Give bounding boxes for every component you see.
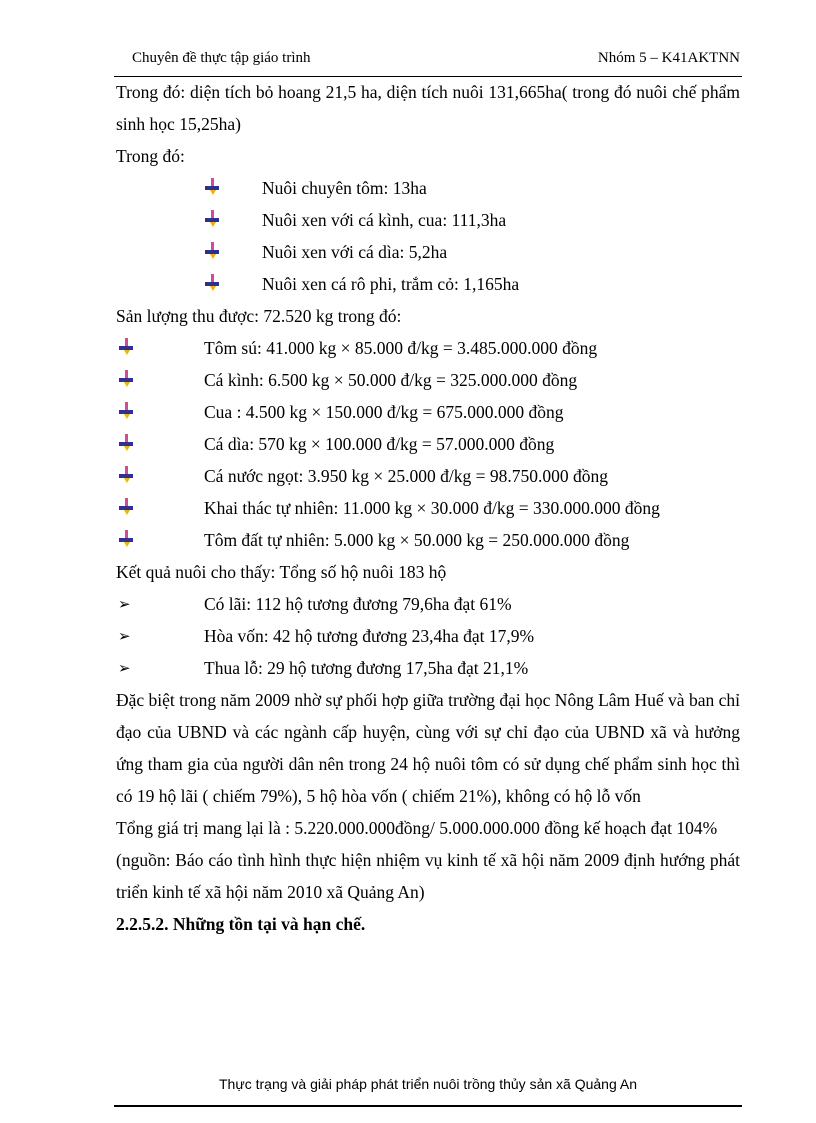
list-item <box>116 460 740 492</box>
list-item-text: Nuôi xen cá rô phi, trắm cỏ: 1,165ha <box>262 274 520 294</box>
list-item-text: Cá nước ngọt: 3.950 kg × 25.000 đ/kg = 98.750.000 đồng <box>204 466 609 486</box>
list-item-text: Cá dìa: 570 kg × 100.000 đ/kg = 57.000.000 đồng <box>204 434 555 454</box>
paragraph-total-value: Tổng giá trị mang lại là : 5.220.000.000đồng/ 5.000.000.000 đồng kế hoạch đạt 104% <box>116 818 718 838</box>
list-item <box>116 524 740 556</box>
bullet-arrow-icon <box>118 492 136 524</box>
list-item-text: Cá kình: 6.500 kg × 50.000 đ/kg = 325.000.000 đồng <box>204 370 578 390</box>
chevron-right-icon: ➢ <box>118 627 131 645</box>
bullet-arrow-icon <box>118 460 136 492</box>
list-item <box>116 588 740 620</box>
footer-title: Thực trạng và giải pháp phát triển nuôi trồng thủy sản xã Quảng An <box>219 1076 637 1092</box>
list-item <box>116 364 740 396</box>
list-item <box>116 204 740 236</box>
list-item <box>116 236 740 268</box>
list-item <box>116 268 740 300</box>
bullet-arrow-icon <box>204 204 222 236</box>
page-footer <box>114 1076 742 1107</box>
paragraph-result: Kết quả nuôi cho thấy: Tổng số hộ nuôi 183 hộ <box>116 562 447 582</box>
list-item <box>116 620 740 652</box>
list-item-text: Cua : 4.500 kg × 150.000 đ/kg = 675.000.000 đồng <box>204 402 564 422</box>
paragraph-output: Sản lượng thu được: 72.520 kg trong đó: <box>116 306 402 326</box>
list-item-text: Tôm sú: 41.000 kg × 85.000 đ/kg = 3.485.000.000 đồng <box>204 338 598 358</box>
bullet-arrow-icon <box>118 428 136 460</box>
chevron-right-icon: ➢ <box>118 659 131 677</box>
paragraph-area-breakdown: Trong đó: diện tích bỏ hoang 21,5 ha, diện tích nuôi 131,665ha( trong đó nuôi chế phẩm sinh học 15,25ha) <box>116 82 740 134</box>
list-item-text: Tôm đất tự nhiên: 5.000 kg × 50.000 kg = 250.000.000 đồng <box>204 530 630 550</box>
list-item-text: Khai thác tự nhiên: 11.000 kg × 30.000 đ/kg = 330.000.000 đồng <box>204 498 660 518</box>
list-item-text: Nuôi xen với cá kình, cua: 111,3ha <box>262 210 507 230</box>
bullet-arrow-icon <box>118 364 136 396</box>
header-course-title: Chuyên đề thực tập giáo trình <box>132 50 311 66</box>
list-item <box>116 172 740 204</box>
bullet-arrow-icon <box>204 172 222 204</box>
list-item-text: Có lãi: 112 hộ tương đương 79,6ha đạt 61% <box>204 594 512 614</box>
document-body <box>116 76 740 940</box>
list-item <box>116 396 740 428</box>
list-item-text: Thua lỗ: 29 hộ tương đương 17,5ha đạt 21,1% <box>204 658 529 678</box>
section-heading: 2.2.5.2. Những tồn tại và hạn chế. <box>116 914 366 934</box>
bullet-arrow-icon <box>118 524 136 556</box>
bullet-arrow-icon <box>204 268 222 300</box>
paragraph-source: (nguồn: Báo cáo tình hình thực hiện nhiệm vụ kinh tế xã hội năm 2009 định hướng phát triển kinh tế xã hội năm 2010 xã Quảng An) <box>116 850 740 902</box>
list-item-text: Hòa vốn: 42 hộ tương đương 23,4ha đạt 17,9% <box>204 626 535 646</box>
list-item <box>116 492 740 524</box>
list-item-text: Nuôi xen với cá dìa: 5,2ha <box>262 242 448 262</box>
paragraph-in-which: Trong đó: <box>116 146 185 166</box>
bullet-arrow-icon <box>118 332 136 364</box>
list-item <box>116 428 740 460</box>
list-item-text: Nuôi chuyên tôm: 13ha <box>262 178 427 198</box>
chevron-right-icon: ➢ <box>118 595 131 613</box>
list-item <box>116 652 740 684</box>
header-group-name: Nhóm 5 – K41AKTNN <box>597 50 740 66</box>
bullet-arrow-icon <box>118 396 136 428</box>
list-item <box>116 332 740 364</box>
bullet-arrow-icon <box>204 236 222 268</box>
paragraph-special-2009: Đặc biệt trong năm 2009 nhờ sự phối hợp giữa trường đại học Nông Lâm Huế và ban chỉ đạo của UBND và các ngành cấp huyện, cùng với sự chỉ đạo của UBND xã và hưởng ứng tham gia của người dân nên trong 24 hộ nuôi tôm có sử dụng chế phẩm sinh học thì có 19 hộ lãi ( chiếm 79%), 5 hộ hòa vốn ( chiếm 21%), không có hộ lỗ vốn <box>116 690 740 806</box>
page-header <box>114 48 742 77</box>
